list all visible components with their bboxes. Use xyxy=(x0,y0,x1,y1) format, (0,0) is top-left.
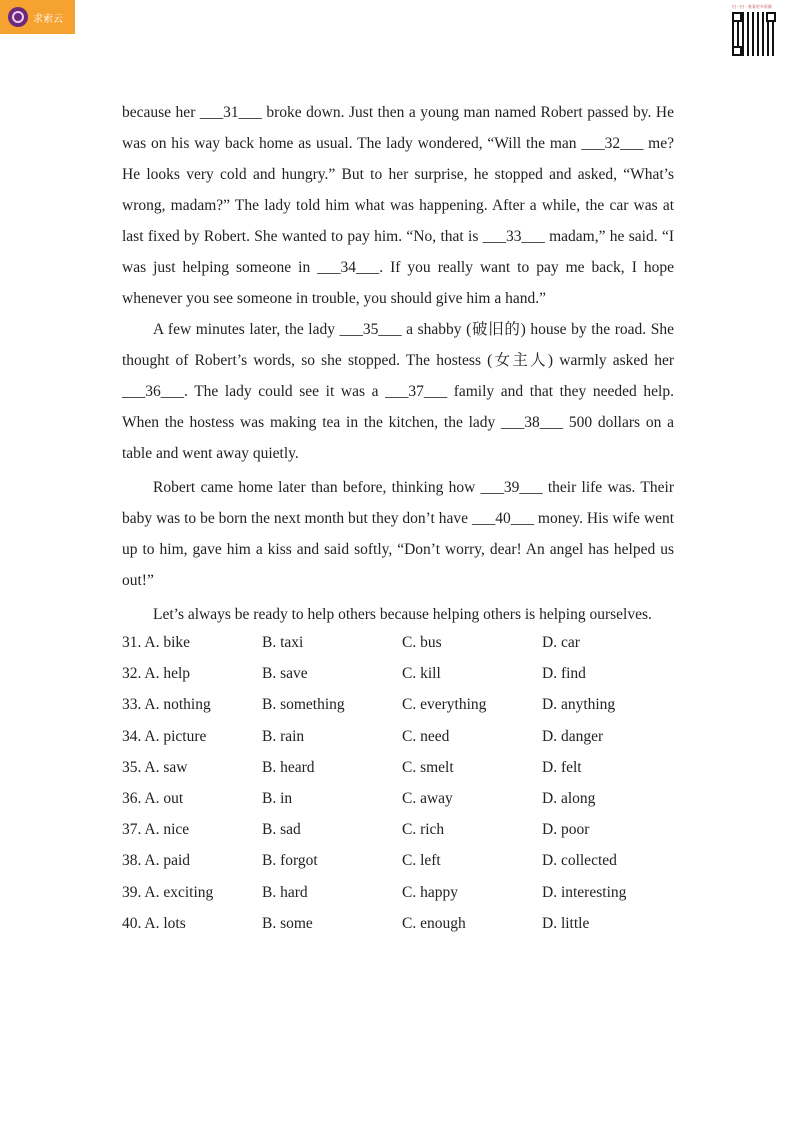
option-d: D. interesting xyxy=(542,883,627,901)
option-c: C. kill xyxy=(402,665,441,683)
reading-passage xyxy=(122,97,674,630)
answer-options xyxy=(122,627,682,939)
option-a: 38. A. paid xyxy=(122,852,191,870)
option-d: D. anything xyxy=(542,696,616,714)
option-a: 36. A. out xyxy=(122,789,184,807)
option-b: B. some xyxy=(262,914,313,932)
site-logo[interactable] xyxy=(0,0,75,34)
question-row-32 xyxy=(122,658,682,689)
option-a: 40. A. lots xyxy=(122,914,186,932)
option-d: D. collected xyxy=(542,852,617,870)
passage-paragraph: Robert came home later than before, thinking how ___39___ their life was. Their baby was to be born the next month but they don’t have ___40___ money. His wife went up to him, gave him a kiss and said softly, “Don’t worry, dear! An angel has helped us out!” xyxy=(122,479,674,589)
question-row-33 xyxy=(122,689,682,720)
question-row-40 xyxy=(122,908,682,939)
passage-paragraph: Let’s always be ready to help others because helping others is helping ourselves. xyxy=(153,606,652,623)
option-d: D. little xyxy=(542,914,590,932)
option-c: C. rich xyxy=(402,821,445,839)
question-row-39 xyxy=(122,877,682,908)
option-b: B. in xyxy=(262,789,293,807)
option-c: C. need xyxy=(402,727,450,745)
option-d: D. poor xyxy=(542,821,590,839)
question-row-38 xyxy=(122,845,682,876)
option-b: B. something xyxy=(262,696,345,714)
option-c: C. everything xyxy=(402,696,487,714)
question-row-35 xyxy=(122,752,682,783)
option-b: B. heard xyxy=(262,758,315,776)
option-c: C. smelt xyxy=(402,758,454,776)
option-b: B. taxi xyxy=(262,634,304,651)
option-c: C. enough xyxy=(402,914,466,932)
qr-finder-pattern xyxy=(732,46,742,56)
option-a: 33. A. nothing xyxy=(122,696,211,714)
question-row-37 xyxy=(122,814,682,845)
option-b: B. hard xyxy=(262,883,308,901)
option-c: C. left xyxy=(402,852,441,870)
question-row-34 xyxy=(122,721,682,752)
option-b: B. save xyxy=(262,665,308,683)
option-d: D. car xyxy=(542,634,580,651)
question-row-36 xyxy=(122,783,682,814)
qr-caption: 扫一扫 · 查看更多资源 xyxy=(732,4,772,9)
option-d: D. felt xyxy=(542,758,582,776)
option-b: B. rain xyxy=(262,727,305,745)
option-d: D. along xyxy=(542,789,596,807)
option-a: 32. A. help xyxy=(122,665,191,683)
flower-logo-icon xyxy=(8,7,28,27)
option-c: C. away xyxy=(402,789,453,807)
option-d: D. danger xyxy=(542,727,604,745)
option-a: 31. A. bike xyxy=(122,634,191,651)
question-row-31 xyxy=(122,627,682,658)
logo-text: 求索云 xyxy=(33,13,63,25)
qr-code-block xyxy=(732,4,780,56)
option-a: 35. A. saw xyxy=(122,758,188,776)
passage-paragraph: because her ___31___ broke down. Just then a young man named Robert passed by. He was on his way back home as usual. The lady wondered, “Will the man ___32___ me? He looks very cold and hungry.” But to her surprise, he stopped and asked, “What’s wrong, madam?” The lady told him what was happening. After a while, the car was at last fixed by Robert. She wanted to pay him. “No, that is ___33___ madam,” he said. “I was just helping someone in ___34___. If you really want to pay me back, I hope whenever you see someone in trouble, you should give him a hand.” xyxy=(122,104,674,307)
option-b: B. sad xyxy=(262,821,301,839)
qr-code-icon xyxy=(732,12,776,56)
passage-paragraph: A few minutes later, the lady ___35___ a shabby (破旧的) house by the road. She thought of Robert’s words, so she stopped. The hostess (女主人) warmly asked her ___36___. The lady could see it was a ___37___ family and that they needed help. When the hostess was making tea in the kitchen, the lady ___38___ 500 dollars on a table and went away quietly. xyxy=(122,321,674,462)
option-d: D. find xyxy=(542,665,586,683)
option-b: B. forgot xyxy=(262,852,318,870)
option-a: 37. A. nice xyxy=(122,821,190,839)
option-a: 34. A. picture xyxy=(122,727,207,745)
option-c: C. bus xyxy=(402,634,442,651)
option-c: C. happy xyxy=(402,883,458,901)
option-a: 39. A. exciting xyxy=(122,883,214,901)
